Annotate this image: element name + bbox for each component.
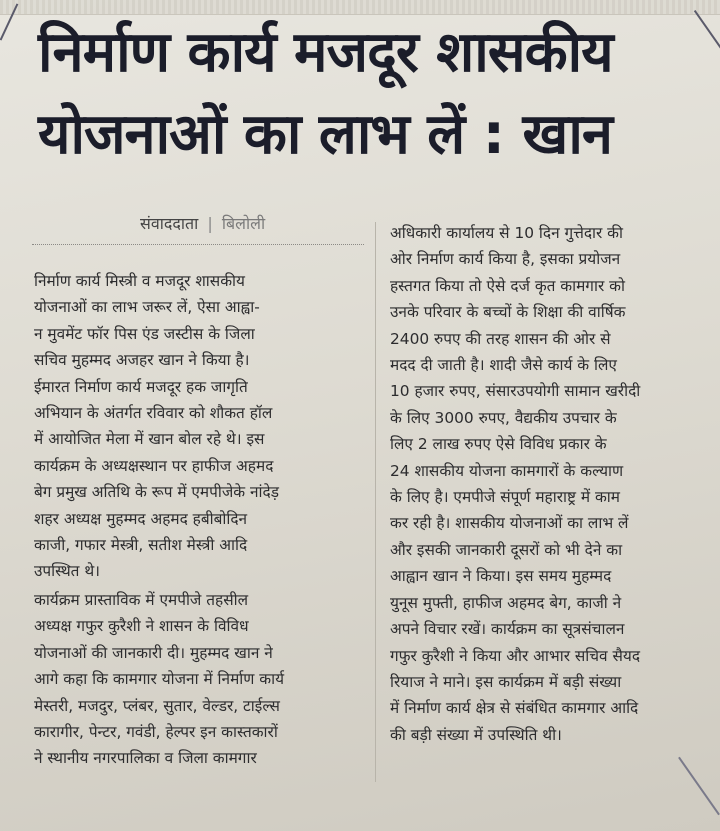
text-line: और इसकी जानकारी दूसरों को भी देने का [390, 540, 623, 559]
text-line: बेग प्रमुख अतिथि के रूप में एमपीजेके नांदेड़ [34, 483, 279, 502]
text-line: में आयोजित मेला में खान बोल रहे थे। इस [34, 430, 265, 449]
text-line: ईमारत निर्माण कार्य मजदूर हक जागृति [34, 377, 248, 396]
corner-mark-bottom-right [678, 757, 720, 815]
text-line: आगे कहा कि कामगार योजना में निर्माण कार्य [34, 670, 285, 689]
text-line: योजनाओं का लाभ जरूर लें, ऐसा आह्वा- [34, 298, 260, 317]
text-line: की बड़ी संख्या में उपस्थिति थी। [390, 725, 562, 744]
text-line: कार्यक्रम के अध्यक्षस्थान पर हाफीज अहमद [34, 456, 274, 475]
text-line: योजनाओं की जानकारी दी। मुहम्मद खान ने [34, 643, 273, 662]
text-line: अभियान के अंतर्गत रविवार को शौकत हॉल [34, 404, 273, 423]
paragraph-1 [34, 268, 366, 585]
text-line: ओर निर्माण कार्य किया है, इसका प्रयोजन [390, 250, 621, 269]
text-line: अध्यक्ष गफुर कुरैशी ने शासन के विविध [34, 617, 249, 636]
text-line: लिए 2 लाख रुपए ऐसे विविध प्रकार के [390, 435, 607, 454]
text-line: युनूस मुफ्ती, हाफीज अहमद बेग, काजी ने [390, 593, 622, 612]
text-line: 2400 रुपए की तरह शासन की ओर से [390, 329, 611, 348]
byline-place: बिलोली [221, 214, 266, 233]
text-line: कारागीर, पेन्टर, गवंडी, हेल्पर इन कास्तकारों [34, 722, 278, 741]
paragraph-3 [390, 220, 710, 748]
text-line: मदद दी जाती है। शादी जैसे कार्य के लिए [390, 356, 617, 375]
text-line: हस्तगत किया तो ऐसे दर्ज कृत कामगार को [390, 276, 625, 295]
text-line: कर रही है। शासकीय योजनाओं का लाभ लें [390, 514, 629, 533]
text-line: आह्वान खान ने किया। इस समय मुहम्मद [390, 567, 612, 586]
text-line: गफुर कुरैशी ने किया और आभार सचिव सैयद [390, 646, 640, 665]
text-line: निर्माण कार्य मिस्त्री व मजदूर शासकीय [34, 272, 245, 290]
text-line: न मुवमेंट फॉर पिस एंड जस्टीस के जिला [34, 324, 255, 343]
article-column-left [34, 268, 366, 772]
byline [140, 212, 265, 234]
text-line: उनके परिवार के बच्चों के शिक्षा की वार्षिक [390, 303, 626, 322]
text-line: कार्यक्रम प्रास्ताविक में एमपीजे तहसील [34, 590, 249, 609]
text-line: में निर्माण कार्य क्षेत्र से संबंधित कामगार आदि [390, 699, 639, 718]
text-line: 24 शासकीय योजना कामगारों के कल्याण [390, 461, 624, 480]
text-line: अपने विचार रखें। कार्यक्रम का सूत्रसंचालन [390, 620, 625, 639]
article-column-right [390, 220, 710, 748]
headline-line-1: निर्माण कार्य मजदूर शासकीय [38, 20, 613, 85]
byline-divider [32, 244, 364, 245]
text-line: ने स्थानीय नगरपालिका व जिला कामगार [34, 749, 257, 768]
text-line: अधिकारी कार्यालय से 10 दिन गुत्तेदार की [390, 224, 623, 242]
text-line: रियाज ने माने। इस कार्यक्रम में बड़ी संख्या [390, 672, 622, 691]
headline-line-2: योजनाओं का लाभ लें : खान [38, 102, 612, 167]
column-divider [375, 222, 376, 782]
article-headline [38, 12, 698, 176]
byline-reporter: संवाददाता [140, 214, 199, 233]
byline-separator: | [207, 214, 213, 233]
text-line: के लिए है। एमपीजे संपूर्ण महाराष्ट्र में काम [390, 488, 620, 507]
text-line: मेस्तरी, मजदुर, प्लंबर, सुतार, वेल्डर, टाईल्स [34, 696, 280, 715]
text-line: शहर अध्यक्ष मुहम्मद अहमद हबीबोदिन [34, 509, 248, 528]
text-line: उपस्थित थे। [34, 562, 101, 581]
text-line: काजी, गफार मेस्त्री, सतीश मेस्त्री आदि [34, 536, 248, 555]
text-line: सचिव मुहम्मद अजहर खान ने किया है। [34, 351, 250, 370]
text-line: 10 हजार रुपए, संसारउपयोगी सामान खरीदी [390, 382, 641, 401]
text-line: के लिए 3000 रुपए, वैद्यकीय उपचार के [390, 408, 617, 427]
paragraph-2 [34, 587, 366, 772]
